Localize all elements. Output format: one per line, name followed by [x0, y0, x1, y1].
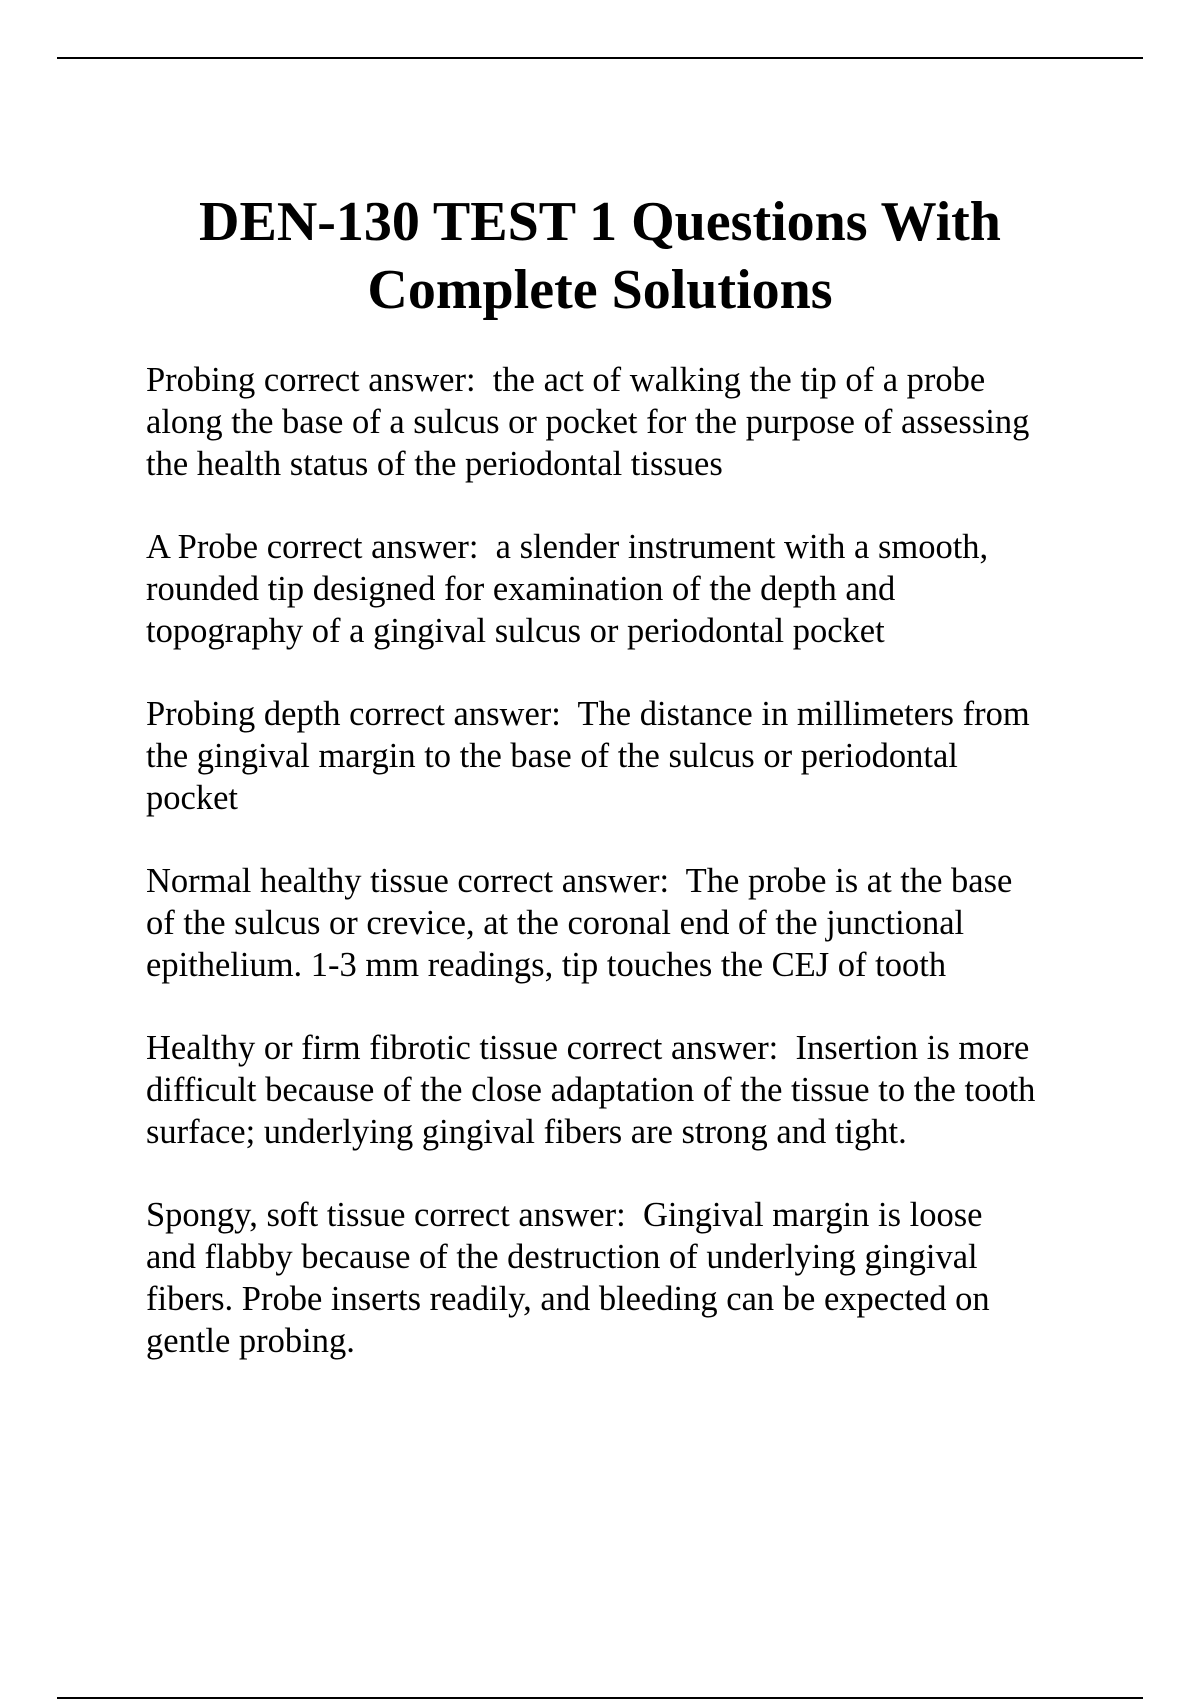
footer-rule [57, 1697, 1143, 1699]
document-body [146, 359, 1096, 1403]
entry-line: the health status of the periodontal tissues [146, 445, 723, 483]
entry-line: the gingival margin to the base of the sulcus or periodontal [146, 737, 958, 775]
entry-line: Probing depth correct answer: The distance in millimeters from [146, 695, 1030, 733]
entry-line: Normal healthy tissue correct answer: The probe is at the base [146, 862, 1013, 900]
qa-entry-firm-fibrotic-tissue [146, 1027, 1096, 1153]
qa-entry-a-probe [146, 526, 1096, 652]
entry-line: A Probe correct answer: a slender instrument with a smooth, [146, 528, 989, 566]
entry-line: Probing correct answer: the act of walking the tip of a probe [146, 361, 986, 399]
document-title [100, 188, 1100, 324]
entry-line: of the sulcus or crevice, at the coronal end of the junctional [146, 904, 965, 942]
entry-line: Healthy or firm fibrotic tissue correct answer: Insertion is more [146, 1029, 1030, 1067]
entry-line: pocket [146, 779, 238, 817]
qa-entry-spongy-soft-tissue [146, 1194, 1096, 1362]
qa-entry-normal-healthy-tissue [146, 860, 1096, 986]
entry-line: epithelium. 1-3 mm readings, tip touches the CEJ of tooth [146, 946, 947, 984]
title-line-2: Complete Solutions [367, 259, 833, 321]
entry-line: fibers. Probe inserts readily, and bleeding can be expected on [146, 1280, 990, 1318]
entry-line: along the base of a sulcus or pocket for the purpose of assessing [146, 403, 1030, 441]
entry-line: difficult because of the close adaptation of the tissue to the tooth [146, 1071, 1036, 1109]
entry-line: surface; underlying gingival fibers are strong and tight. [146, 1113, 907, 1151]
entry-line: topography of a gingival sulcus or periodontal pocket [146, 612, 885, 650]
entry-line: gentle probing. [146, 1322, 355, 1360]
header-rule [57, 57, 1143, 59]
entry-line: and flabby because of the destruction of underlying gingival [146, 1238, 978, 1276]
title-line-1: DEN-130 TEST 1 Questions With [199, 191, 1001, 253]
qa-entry-probing-depth [146, 693, 1096, 819]
qa-entry-probing [146, 359, 1096, 485]
entry-line: Spongy, soft tissue correct answer: Gingival margin is loose [146, 1196, 983, 1234]
entry-line: rounded tip designed for examination of the depth and [146, 570, 896, 608]
